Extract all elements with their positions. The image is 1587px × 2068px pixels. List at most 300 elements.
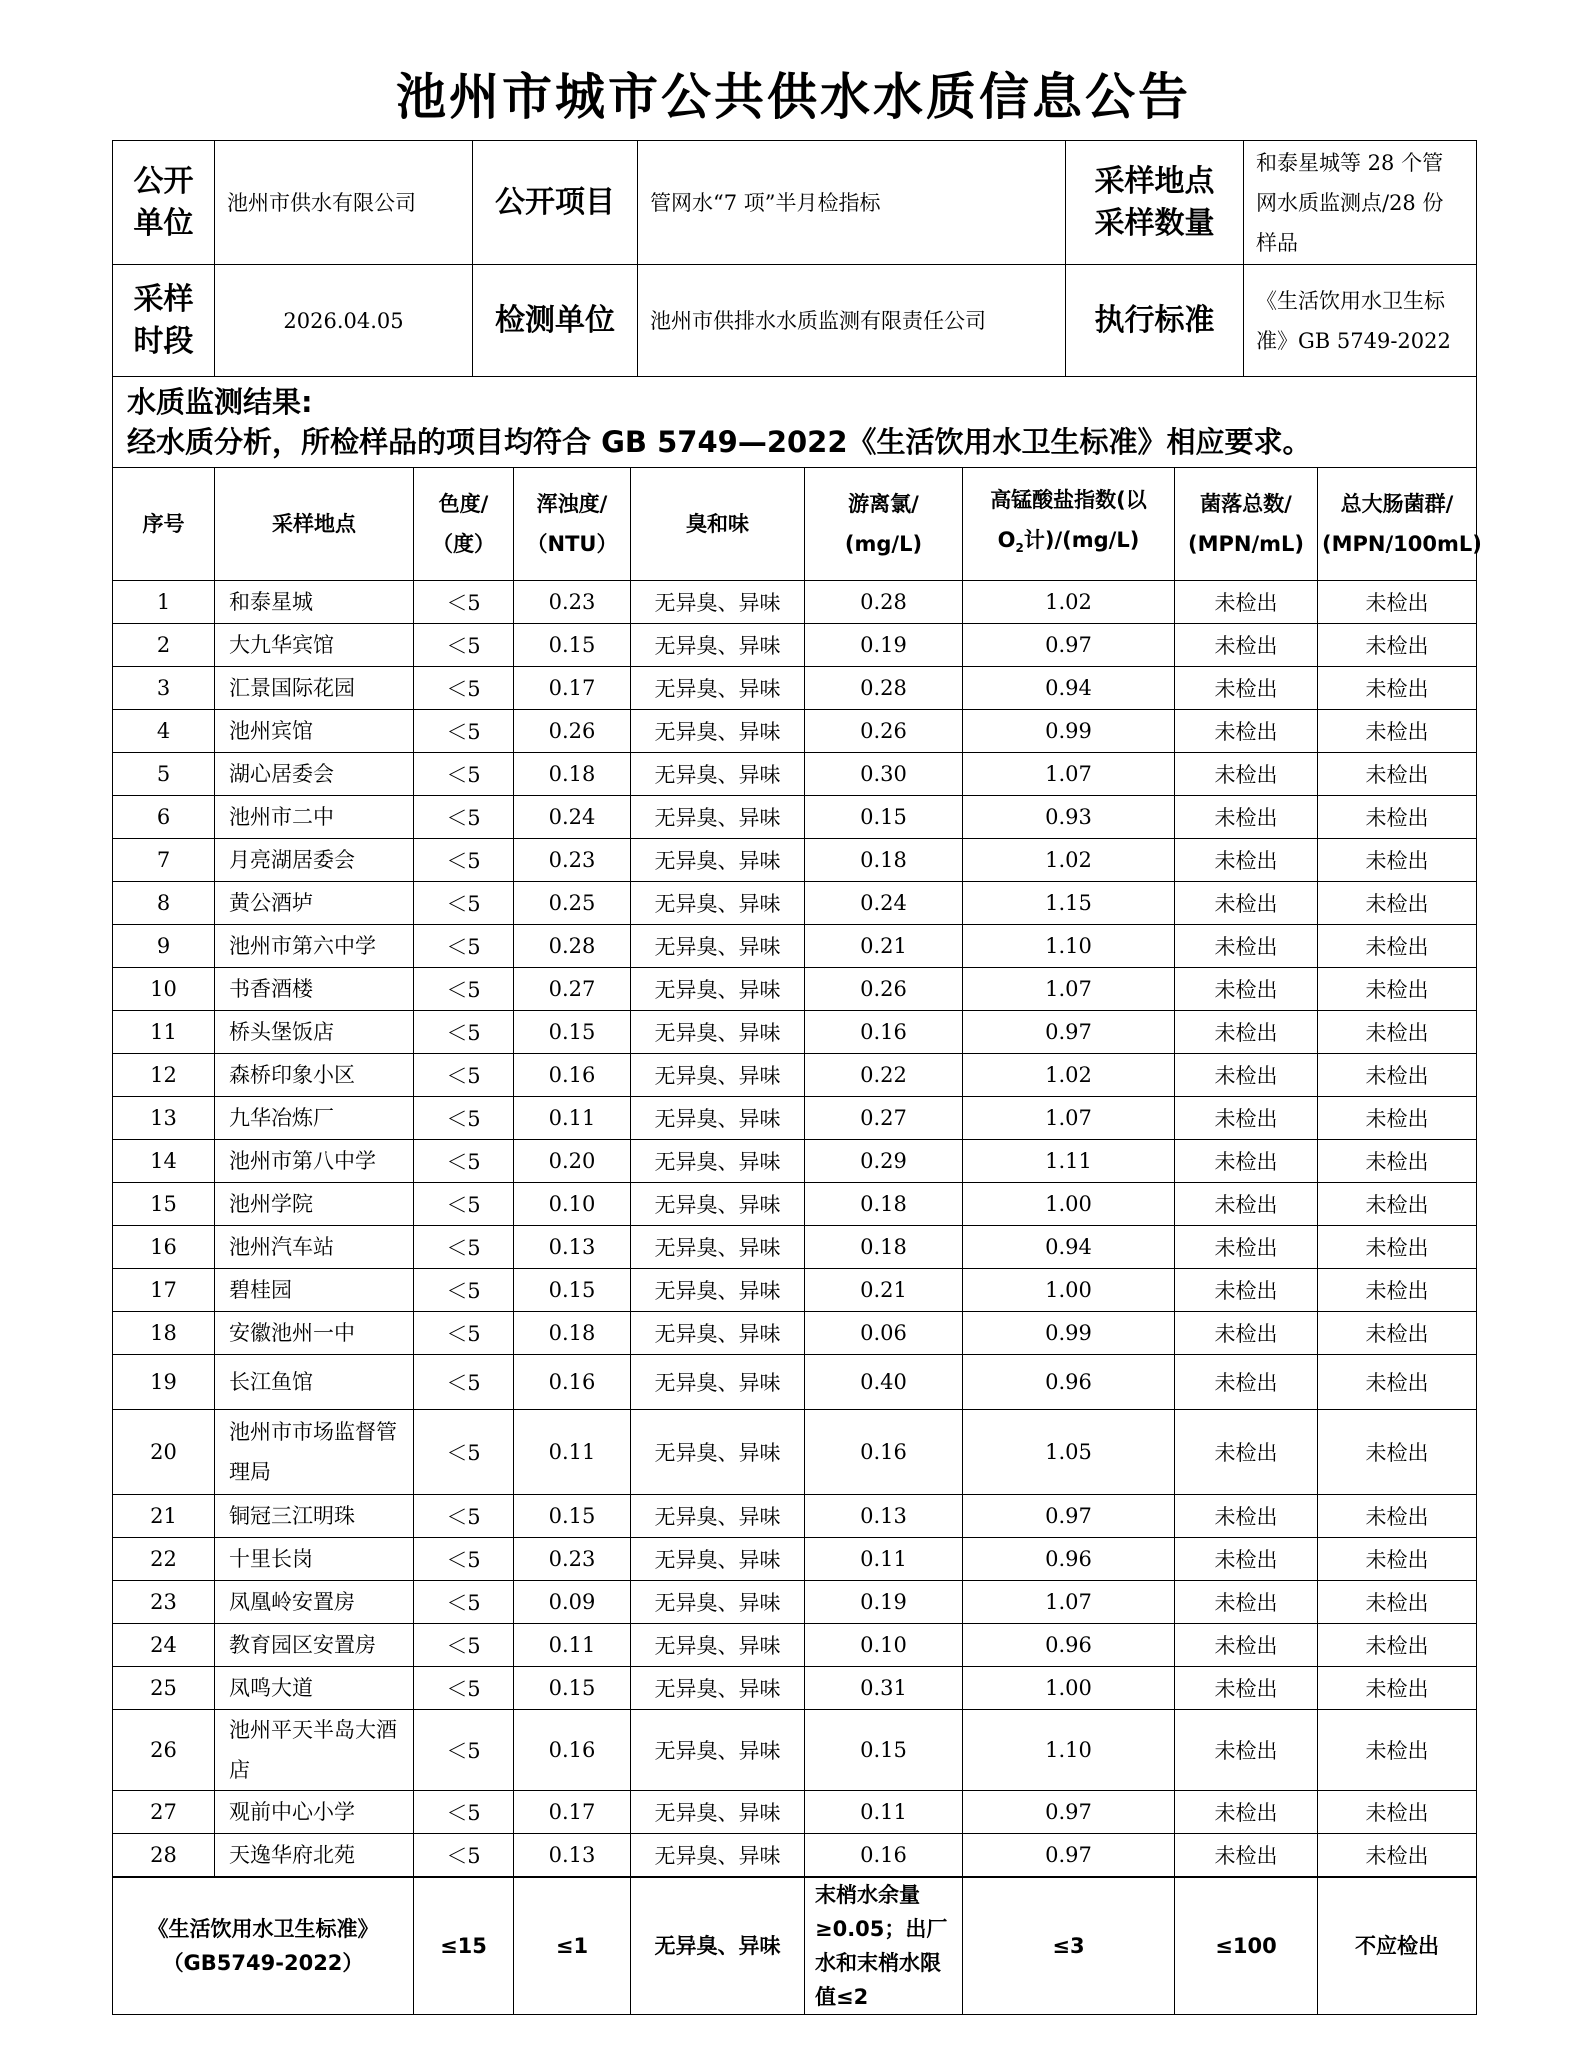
header-colony-line1: 菌落总数/ [1200,492,1292,516]
cell-chlorine: 0.06 [805,1312,963,1355]
cell-colony: 未检出 [1175,1011,1318,1054]
cell-color: ＜5 [414,1581,514,1624]
cell-coliform: 未检出 [1318,1269,1477,1312]
cell-permanganate: 0.94 [963,667,1175,710]
publisher-label-text: 公开单位 [133,163,194,241]
cell-coliform: 未检出 [1318,1011,1477,1054]
cell-no: 28 [113,1834,215,1878]
cell-colony: 未检出 [1175,1495,1318,1538]
cell-site: 书香酒楼 [215,968,414,1011]
sampling-site-label [1066,141,1244,265]
cell-no: 22 [113,1538,215,1581]
cell-coliform: 未检出 [1318,839,1477,882]
header-color [414,468,514,581]
cell-site: 和泰星城 [215,581,414,624]
cell-permanganate: 1.07 [963,753,1175,796]
cell-odor: 无异臭、异味 [631,1183,805,1226]
cell-no: 14 [113,1140,215,1183]
header-colony [1175,468,1318,581]
cell-chlorine: 0.11 [805,1791,963,1834]
cell-no: 20 [113,1410,215,1495]
cell-odor: 无异臭、异味 [631,753,805,796]
cell-chlorine: 0.18 [805,1226,963,1269]
cell-chlorine: 0.10 [805,1624,963,1667]
table-row [113,882,1477,925]
cell-chlorine: 0.19 [805,624,963,667]
cell-colony: 未检出 [1175,1581,1318,1624]
cell-odor: 无异臭、异味 [631,968,805,1011]
table-row [113,1538,1477,1581]
standard-code: （GB5749-2022） [162,1951,364,1975]
cell-no: 3 [113,667,215,710]
cell-permanganate: 0.96 [963,1355,1175,1410]
cell-no: 12 [113,1054,215,1097]
cell-chlorine: 0.29 [805,1140,963,1183]
cell-permanganate: 1.07 [963,968,1175,1011]
cell-turbidity: 0.23 [514,1538,631,1581]
header-permanganate-line2 [967,520,1170,568]
sampling-site-value: 和泰星城等 28 个管网水质监测点/28 份样品 [1244,141,1477,265]
cell-odor: 无异臭、异味 [631,1054,805,1097]
cell-permanganate: 1.07 [963,1581,1175,1624]
table-row [113,1791,1477,1834]
table-row [113,1226,1477,1269]
header-turbidity-line1: 浑浊度/ [536,492,608,516]
cell-coliform: 未检出 [1318,1410,1477,1495]
cell-chlorine: 0.26 [805,710,963,753]
cell-turbidity: 0.15 [514,624,631,667]
o-symbol: O [997,527,1016,552]
cell-no: 25 [113,1667,215,1710]
cell-colony: 未检出 [1175,753,1318,796]
cell-color: ＜5 [414,624,514,667]
cell-site: 池州市第六中学 [215,925,414,968]
cell-site: 碧桂园 [215,1269,414,1312]
result-heading: 水质监测结果: [127,385,313,419]
cell-no: 21 [113,1495,215,1538]
cell-turbidity: 0.18 [514,1312,631,1355]
cell-no: 17 [113,1269,215,1312]
cell-colony: 未检出 [1175,1624,1318,1667]
cell-permanganate: 1.00 [963,1667,1175,1710]
cell-turbidity: 0.11 [514,1410,631,1495]
cell-no: 27 [113,1791,215,1834]
cell-no: 16 [113,1226,215,1269]
cell-no: 26 [113,1710,215,1791]
info-table [112,140,1477,468]
cell-colony: 未检出 [1175,710,1318,753]
cell-odor: 无异臭、异味 [631,1710,805,1791]
cell-colony: 未检出 [1175,796,1318,839]
cell-site: 汇景国际花园 [215,667,414,710]
cell-no: 19 [113,1355,215,1410]
cell-turbidity: 0.17 [514,1791,631,1834]
cell-color: ＜5 [414,968,514,1011]
cell-permanganate: 1.02 [963,1054,1175,1097]
cell-site: 长江鱼馆 [215,1355,414,1410]
table-row [113,1097,1477,1140]
cell-colony: 未检出 [1175,839,1318,882]
item-value: 管网水“7 项”半月检指标 [638,141,1066,265]
cell-color: ＜5 [414,1312,514,1355]
cell-chlorine: 0.15 [805,1710,963,1791]
cell-coliform: 未检出 [1318,1312,1477,1355]
cell-turbidity: 0.15 [514,1269,631,1312]
cell-permanganate: 0.97 [963,1791,1175,1834]
cell-odor: 无异臭、异味 [631,1791,805,1834]
cell-odor: 无异臭、异味 [631,1011,805,1054]
cell-permanganate: 1.00 [963,1183,1175,1226]
cell-coliform: 未检出 [1318,882,1477,925]
cell-coliform: 未检出 [1318,925,1477,968]
cell-site: 铜冠三江明珠 [215,1495,414,1538]
results-table [112,467,1482,2015]
cell-site: 天逸华府北苑 [215,1834,414,1878]
cell-site: 教育园区安置房 [215,1624,414,1667]
cell-colony: 未检出 [1175,1097,1318,1140]
cell-colony: 未检出 [1175,1312,1318,1355]
standard-colony: ≤100 [1175,1877,1318,2015]
period-value: 2026.04.05 [215,265,473,377]
cell-turbidity: 0.11 [514,1097,631,1140]
cell-odor: 无异臭、异味 [631,1538,805,1581]
cell-color: ＜5 [414,925,514,968]
table-row [113,1355,1477,1410]
cell-coliform: 未检出 [1318,968,1477,1011]
table-row [113,667,1477,710]
cell-odor: 无异臭、异味 [631,1410,805,1495]
header-no: 序号 [113,468,215,581]
cell-site: 十里长岗 [215,1538,414,1581]
cell-site: 池州市二中 [215,796,414,839]
cell-color: ＜5 [414,1269,514,1312]
lab-value: 池州市供排水水质监测有限责任公司 [638,265,1066,377]
cell-turbidity: 0.09 [514,1581,631,1624]
result-summary: 经水质分析，所检样品的项目均符合 GB 5749—2022《生活饮用水卫生标准》相应要求。 [127,425,1312,459]
table-row [113,839,1477,882]
cell-permanganate: 0.93 [963,796,1175,839]
cell-chlorine: 0.16 [805,1410,963,1495]
cell-colony: 未检出 [1175,667,1318,710]
cell-colony: 未检出 [1175,1791,1318,1834]
cell-coliform: 未检出 [1318,1226,1477,1269]
cell-site: 观前中心小学 [215,1791,414,1834]
cell-colony: 未检出 [1175,1667,1318,1710]
cell-color: ＜5 [414,1226,514,1269]
cell-permanganate: 1.02 [963,839,1175,882]
cell-colony: 未检出 [1175,1140,1318,1183]
cell-color: ＜5 [414,753,514,796]
cell-permanganate: 1.02 [963,581,1175,624]
cell-turbidity: 0.20 [514,1140,631,1183]
cell-chlorine: 0.26 [805,968,963,1011]
sampling-site-label-line1: 采样地点 [1094,163,1215,199]
cell-no: 1 [113,581,215,624]
cell-coliform: 未检出 [1318,1834,1477,1878]
cell-permanganate: 0.97 [963,624,1175,667]
cell-turbidity: 0.24 [514,796,631,839]
cell-coliform: 未检出 [1318,1183,1477,1226]
cell-chlorine: 0.15 [805,796,963,839]
standard-chlorine: 末梢水余量≥0.05；出厂水和末梢水限值≤2 [805,1877,963,2015]
cell-permanganate: 0.97 [963,1011,1175,1054]
table-header-row [113,468,1477,581]
cell-turbidity: 0.16 [514,1355,631,1410]
cell-coliform: 未检出 [1318,1624,1477,1667]
cell-chlorine: 0.11 [805,1538,963,1581]
table-row [113,1054,1477,1097]
cell-chlorine: 0.21 [805,925,963,968]
cell-site: 月亮湖居委会 [215,839,414,882]
cell-chlorine: 0.40 [805,1355,963,1410]
cell-permanganate: 0.97 [963,1495,1175,1538]
standard-row-label [113,1877,414,2015]
cell-coliform: 未检出 [1318,581,1477,624]
cell-chlorine: 0.16 [805,1011,963,1054]
cell-coliform: 未检出 [1318,1538,1477,1581]
cell-chlorine: 0.22 [805,1054,963,1097]
header-turbidity [514,468,631,581]
table-row [113,796,1477,839]
cell-turbidity: 0.15 [514,1011,631,1054]
cell-no: 24 [113,1624,215,1667]
table-row [113,1269,1477,1312]
period-label: 采样时段 [113,265,215,377]
header-odor: 臭和味 [631,468,805,581]
cell-color: ＜5 [414,1667,514,1710]
cell-odor: 无异臭、异味 [631,710,805,753]
cell-color: ＜5 [414,1538,514,1581]
cell-color: ＜5 [414,1011,514,1054]
standard-color: ≤15 [414,1877,514,2015]
cell-chlorine: 0.28 [805,581,963,624]
cell-colony: 未检出 [1175,968,1318,1011]
header-site: 采样地点 [215,468,414,581]
cell-color: ＜5 [414,1410,514,1495]
cell-turbidity: 0.13 [514,1226,631,1269]
cell-color: ＜5 [414,1355,514,1410]
cell-colony: 未检出 [1175,1183,1318,1226]
publisher-label [113,141,215,265]
cell-turbidity: 0.17 [514,667,631,710]
cell-colony: 未检出 [1175,925,1318,968]
standard-odor: 无异臭、异味 [631,1877,805,2015]
standard-name: 《生活饮用水卫生标准》 [147,1917,379,1941]
cell-chlorine: 0.19 [805,1581,963,1624]
cell-odor: 无异臭、异味 [631,581,805,624]
cell-chlorine: 0.31 [805,1667,963,1710]
cell-coliform: 未检出 [1318,753,1477,796]
cell-odor: 无异臭、异味 [631,1355,805,1410]
page-title: 池州市城市公共供水水质信息公告 [396,68,1191,126]
header-colony-line2: (MPN/mL) [1188,532,1304,556]
cell-odor: 无异臭、异味 [631,796,805,839]
cell-colony: 未检出 [1175,1710,1318,1791]
cell-no: 5 [113,753,215,796]
header-chlorine-line2: (mg/L) [844,532,923,556]
cell-odor: 无异臭、异味 [631,1834,805,1878]
cell-color: ＜5 [414,581,514,624]
cell-no: 6 [113,796,215,839]
cell-color: ＜5 [414,839,514,882]
header-coliform-line2: (MPN/100mL) [1322,532,1482,556]
cell-odor: 无异臭、异味 [631,1269,805,1312]
cell-turbidity: 0.11 [514,1624,631,1667]
table-row [113,968,1477,1011]
cell-site: 大九华宾馆 [215,624,414,667]
cell-coliform: 未检出 [1318,710,1477,753]
cell-chlorine: 0.27 [805,1097,963,1140]
cell-odor: 无异臭、异味 [631,624,805,667]
table-row [113,624,1477,667]
cell-no: 11 [113,1011,215,1054]
cell-permanganate: 1.11 [963,1140,1175,1183]
cell-colony: 未检出 [1175,1834,1318,1878]
cell-odor: 无异臭、异味 [631,667,805,710]
cell-odor: 无异臭、异味 [631,1581,805,1624]
cell-no: 4 [113,710,215,753]
cell-coliform: 未检出 [1318,1054,1477,1097]
table-row [113,753,1477,796]
cell-odor: 无异臭、异味 [631,1312,805,1355]
cell-site: 桥头堡饭店 [215,1011,414,1054]
cell-color: ＜5 [414,1054,514,1097]
cell-no: 7 [113,839,215,882]
cell-turbidity: 0.16 [514,1054,631,1097]
cell-colony: 未检出 [1175,1410,1318,1495]
cell-color: ＜5 [414,667,514,710]
cell-site: 池州学院 [215,1183,414,1226]
cell-no: 23 [113,1581,215,1624]
cell-colony: 未检出 [1175,1226,1318,1269]
cell-permanganate: 0.97 [963,1834,1175,1878]
cell-colony: 未检出 [1175,1054,1318,1097]
header-turbidity-line2: （NTU） [526,532,618,556]
cell-coliform: 未检出 [1318,1710,1477,1791]
cell-coliform: 未检出 [1318,1495,1477,1538]
header-color-line1: 色度/ [438,492,489,516]
cell-coliform: 未检出 [1318,667,1477,710]
result-section [113,377,1477,468]
table-row [113,925,1477,968]
table-row [113,1667,1477,1710]
cell-chlorine: 0.18 [805,839,963,882]
cell-odor: 无异臭、异味 [631,1226,805,1269]
cell-coliform: 未检出 [1318,1097,1477,1140]
cell-coliform: 未检出 [1318,1140,1477,1183]
cell-no: 10 [113,968,215,1011]
cell-odor: 无异臭、异味 [631,925,805,968]
cell-site: 黄公酒垆 [215,882,414,925]
cell-site: 池州宾馆 [215,710,414,753]
cell-color: ＜5 [414,882,514,925]
cell-odor: 无异臭、异味 [631,1140,805,1183]
cell-odor: 无异臭、异味 [631,1097,805,1140]
cell-permanganate: 0.99 [963,710,1175,753]
cell-site: 九华冶炼厂 [215,1097,414,1140]
cell-turbidity: 0.23 [514,839,631,882]
cell-coliform: 未检出 [1318,1791,1477,1834]
cell-odor: 无异臭、异味 [631,839,805,882]
cell-chlorine: 0.13 [805,1495,963,1538]
cell-site: 森桥印象小区 [215,1054,414,1097]
standard-permanganate: ≤3 [963,1877,1175,2015]
standard-value: 《生活饮用水卫生标准》GB 5749-2022 [1244,265,1477,377]
cell-colony: 未检出 [1175,624,1318,667]
cell-no: 15 [113,1183,215,1226]
cell-permanganate: 0.94 [963,1226,1175,1269]
standard-row [113,1877,1477,2015]
cell-color: ＜5 [414,1834,514,1878]
cell-site: 湖心居委会 [215,753,414,796]
cell-turbidity: 0.23 [514,581,631,624]
cell-coliform: 未检出 [1318,624,1477,667]
cell-permanganate: 0.96 [963,1624,1175,1667]
header-coliform-line1: 总大肠菌群/ [1340,492,1454,516]
cell-site: 池州市市场监督管理局 [215,1410,414,1495]
cell-turbidity: 0.26 [514,710,631,753]
cell-colony: 未检出 [1175,581,1318,624]
lab-label: 检测单位 [473,265,638,377]
cell-no: 2 [113,624,215,667]
cell-turbidity: 0.15 [514,1495,631,1538]
cell-site: 池州市第八中学 [215,1140,414,1183]
cell-no: 8 [113,882,215,925]
cell-no: 9 [113,925,215,968]
cell-permanganate: 1.10 [963,925,1175,968]
cell-site: 凤鸣大道 [215,1667,414,1710]
cell-color: ＜5 [414,1183,514,1226]
table-row [113,1140,1477,1183]
table-row [113,1495,1477,1538]
cell-color: ＜5 [414,1097,514,1140]
cell-color: ＜5 [414,1710,514,1791]
cell-chlorine: 0.28 [805,667,963,710]
cell-turbidity: 0.10 [514,1183,631,1226]
header-coliform [1318,468,1482,581]
cell-coliform: 未检出 [1318,1355,1477,1410]
cell-colony: 未检出 [1175,882,1318,925]
table-row [113,1011,1477,1054]
cell-odor: 无异臭、异味 [631,1667,805,1710]
table-row [113,1183,1477,1226]
cell-colony: 未检出 [1175,1269,1318,1312]
cell-colony: 未检出 [1175,1355,1318,1410]
header-permanganate [963,468,1175,581]
cell-no: 18 [113,1312,215,1355]
cell-site: 凤凰岭安置房 [215,1581,414,1624]
sampling-site-label-line2: 采样数量 [1094,205,1215,241]
cell-turbidity: 0.27 [514,968,631,1011]
table-row [113,1834,1477,1878]
table-row [113,1624,1477,1667]
header-chlorine [805,468,963,581]
cell-permanganate: 0.99 [963,1312,1175,1355]
table-row [113,710,1477,753]
standard-turbidity: ≤1 [514,1877,631,2015]
cell-color: ＜5 [414,1624,514,1667]
cell-permanganate: 1.07 [963,1097,1175,1140]
subscript-2: 2 [1015,541,1024,556]
cell-color: ＜5 [414,710,514,753]
header-color-line2: （度） [432,532,495,556]
cell-turbidity: 0.28 [514,925,631,968]
cell-permanganate: 1.00 [963,1269,1175,1312]
cell-permanganate: 1.10 [963,1710,1175,1791]
header-permanganate-line1: 高锰酸盐指数(以 [990,487,1147,512]
unit-text: 计)/(mg/L) [1023,527,1140,552]
cell-no: 13 [113,1097,215,1140]
